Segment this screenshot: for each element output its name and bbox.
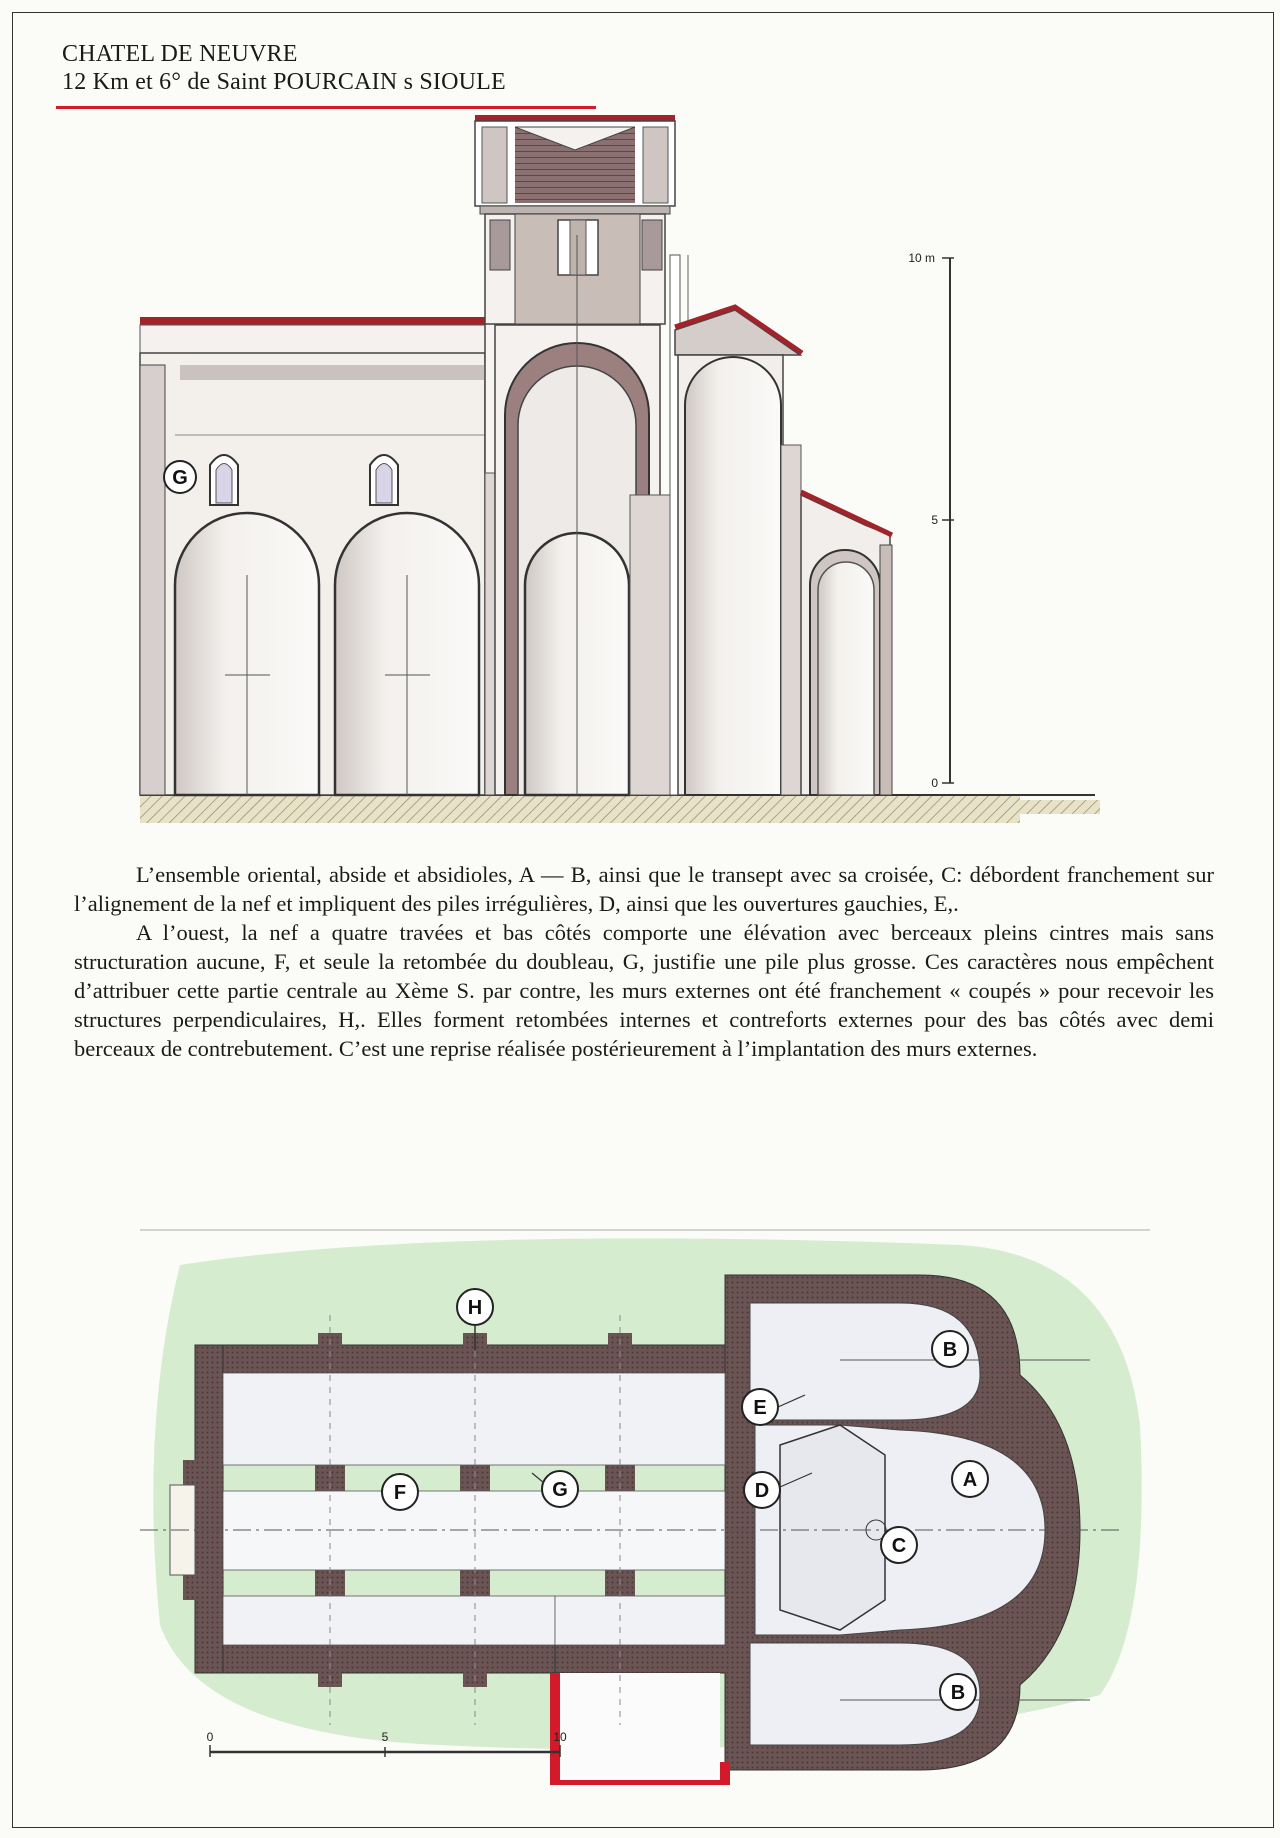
nave-window-2 [370, 455, 398, 505]
bell-tower [475, 115, 675, 324]
nave-window-1 [210, 455, 238, 505]
plan-scale-10: 10 [553, 1730, 567, 1744]
plan-label-a [952, 1461, 988, 1497]
svg-text:G: G [552, 1479, 568, 1501]
plan-scale-0: 0 [206, 1730, 214, 1744]
plan-label-h [457, 1289, 493, 1325]
svg-text:F: F [393, 1482, 407, 1504]
plan-label-g [542, 1471, 578, 1507]
plan-label-e [742, 1389, 778, 1425]
svg-text:G: G [172, 467, 188, 489]
title-underline [56, 106, 596, 109]
nave-arch-2 [335, 513, 479, 795]
elevation-drawing [130, 115, 1150, 835]
elevation-label-g [164, 461, 196, 493]
apse-section [675, 307, 892, 795]
elevation-scale [908, 251, 954, 790]
plan-label-f [382, 1474, 418, 1510]
plan-scale-5: 5 [381, 1730, 389, 1744]
paragraph-2: A l’ouest, la nef a quatre travées et bas côtés comporte une élévation avec berceaux pleins cintres mais sans structuration aucune, F, et seule la retombée du doubleau, G, justifie une pile plus grosse. Ces caractères nous empêchent d’attribuer cette partie centrale au Xème S. par contre, les murs externes ont été franchement « coupés » pour recevoir les structures perpendiculaires, H,. Elles forment retombées internes et contreforts externes pour des bas côtés avec demi berceaux de contrebutement. C’est une reprise réalisée postérieurement à l’implantation des murs externes. [74, 920, 1214, 1061]
scale-5: 5 [931, 513, 938, 527]
scale-10m: 10 m [908, 251, 935, 265]
paragraph-1: L’ensemble oriental, abside et absidioles, A — B, ainsi que le transept avec sa croisée, C: débordent franchement sur l’alignement de la nef et impliquent des piles irrégulières, D, ainsi que les ouvertures gauchies, E,. [74, 862, 1214, 916]
nave-roof [140, 317, 485, 325]
nave-arch-1 [175, 513, 319, 795]
scale-0: 0 [931, 776, 938, 790]
ground-hatching [140, 795, 1020, 823]
plan-label-c [881, 1527, 917, 1563]
svg-text:C: C [891, 1535, 907, 1557]
svg-text:H: H [467, 1297, 483, 1319]
page-title [62, 40, 602, 96]
ground-hatching-east [1020, 800, 1100, 814]
title-line-1: CHATEL DE NEUVRE [62, 41, 298, 67]
floor-plan [140, 1225, 1170, 1785]
plan-label-d [744, 1472, 780, 1508]
svg-text:D: D [754, 1480, 770, 1502]
title-line-2: 12 Km et 6° de Saint POURCAIN s SIOULE [62, 69, 506, 95]
svg-text:B: B [942, 1339, 958, 1361]
svg-text:B: B [950, 1682, 966, 1704]
description-text [74, 860, 1214, 1063]
svg-text:A: A [962, 1469, 978, 1491]
plan-label-b-north [932, 1331, 968, 1367]
plan-label-b-south [940, 1674, 976, 1710]
svg-text:E: E [753, 1397, 767, 1419]
